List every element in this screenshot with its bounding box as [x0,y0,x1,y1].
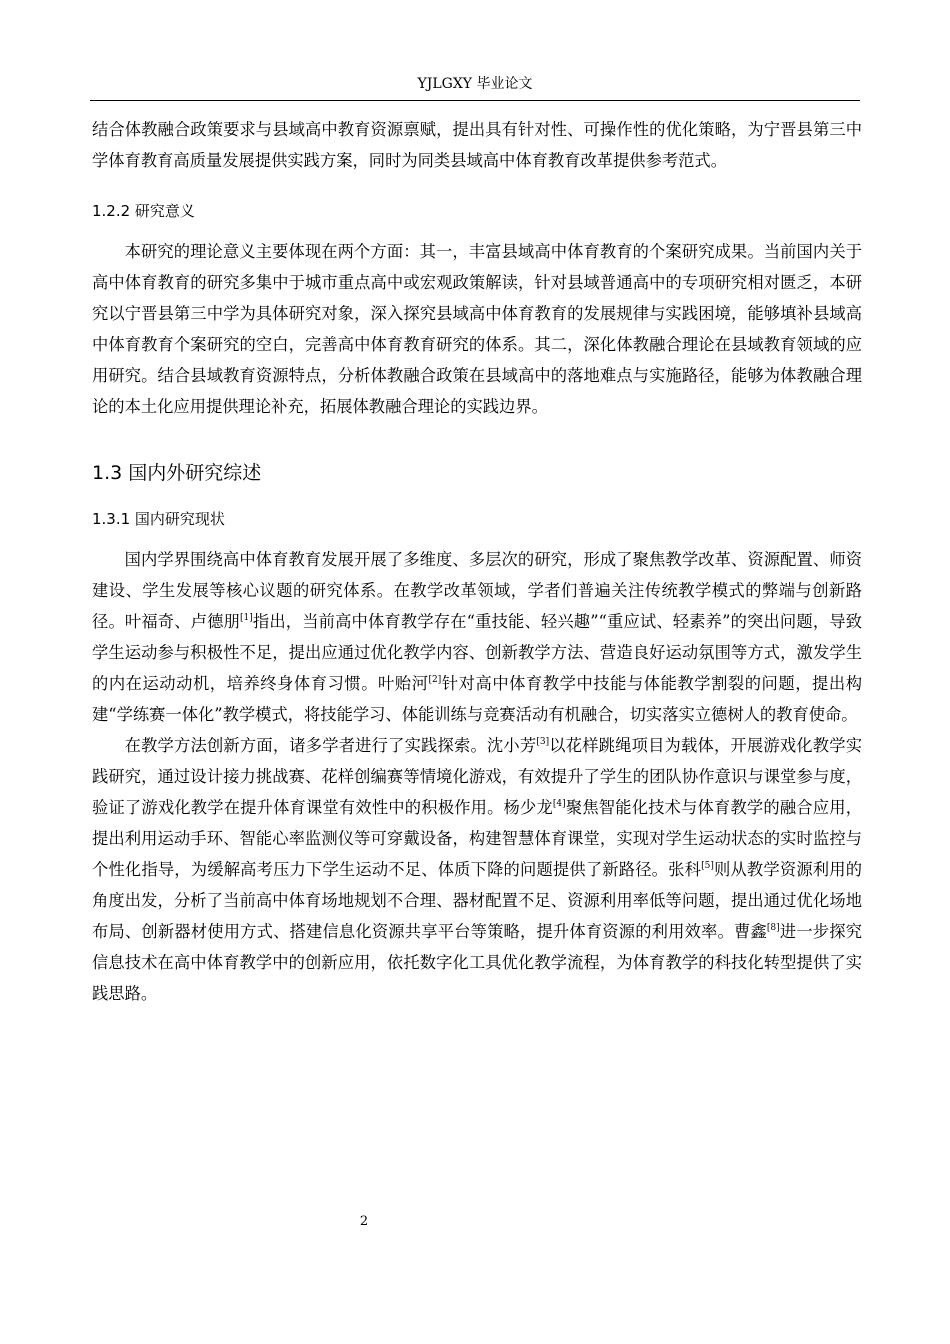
citation-ref: [1] [239,613,253,623]
paragraph-text: 进一步探究信息技术在高中体育教学中的创新应用，依托数字化工具优化教学流程，为体育教学的科技化转型提供了实践思路。 [92,922,862,1003]
page-header: YJLGXY 毕业论文 [417,76,533,92]
significance-paragraph: 本研究的理论意义主要体现在两个方面：其一，丰富县域高中体育教育的个案研究成果。当前国内关于高中体育教育的研究多集中于城市重点高中或宏观政策解读，针对县域普通高中的专项研究相对匮乏，本研究以宁晋县第三中学为具体研究对象，深入探究县域高中体育教育的发展规律与实践困境，能够填补县域高中体育教育个案研究的空白，完善高中体育教育研究的体系。其二，深化体教融合理论在县域教育领域的应用研究。结合县域教育资源特点，分析体教融合政策在县域高中的落地难点与实施路径，能够为体教融合理论的本土化应用提供理论补充，拓展体教融合理论的实践边界。 [92,242,862,416]
page-body [92,114,862,1009]
citation-ref: [5] [701,861,714,871]
citation-ref: [3] [536,737,550,747]
paragraph-text: 在教学方法创新方面，诸多学者进行了实践探索。沈小芳 [124,736,537,755]
section-heading-1-3: 1.3 国内外研究综述 [92,462,262,484]
intro-paragraph: 结合体教融合政策要求与县域高中教育资源禀赋，提出具有针对性、可操作性的优化策略，为宁晋县第三中学体育教育高质量发展提供实践方案，同时为同类县域高中体育教育改革提供参考范式。 [92,120,862,170]
paragraph-text: 以花样跳绳项目为载体，开展游戏化教学实践研究，通过设计接力挑战赛、花样创编赛等情境化游戏，有效提升了学生的团队协作意识与课堂参与度，验证了游戏化教学在提升体育课堂有效性中的积极作用。杨少龙 [92,736,862,817]
citation-ref: [4] [552,799,566,809]
section-heading-1-2-2: 1.2.2 研究意义 [92,202,195,220]
domestic-research-paragraph [92,544,862,730]
page-number: 2 [359,1214,369,1229]
section-heading-1-3-1: 1.3.1 国内研究现状 [92,510,225,528]
paragraph-text: 国内学界围绕高中体育教育发展开展了多维度、多层次的研究，形成了聚焦教学改革、资源配置、师资建设、学生发展等核心议题的研究体系。在教学改革领域，学者们普遍关注传统教学模式的弊端与创新路径。叶福奇、卢德朋 [92,550,862,631]
paragraph-text: 聚焦智能化技术与体育教学的融合应用，提出利用运动手环、智能心率监测仪等可穿戴设备，构建智慧体育课堂，实现对学生运动状态的实时监控与个性化指导，为缓解高考压力下学生运动不足、体质下降的问题提供了新路径。张科 [92,798,862,879]
paragraph-text: 针对高中体育教学中技能与体能教学割裂的问题，提出构建“学练赛一体化”教学模式，将技能学习、体能训练与竞赛活动有机融合，切实落实立德树人的教育使命。 [92,674,862,724]
methods-paragraph [92,730,862,1009]
citation-ref: [8] [766,923,780,933]
paragraph-text: 则从教学资源利用的角度出发，分析了当前高中体育场地规划不合理、器材配置不足、资源利用率低等问题，提出通过优化场地布局、创新器材使用方式、搭建信息化资源共享平台等策略，提升体育资源的利用效率。曹鑫 [92,860,862,941]
header-divider [90,100,860,101]
paragraph-text: 指出，当前高中体育教学存在“重技能、轻兴趣”“重应试、轻素养”的突出问题，导致学生运动参与积极性不足，提出应通过优化教学内容、创新教学方法、营造良好运动氛围等方式，激发学生的内在运动动机，培养终身体育习惯。叶贻河 [92,612,862,693]
citation-ref: [2] [428,675,442,685]
